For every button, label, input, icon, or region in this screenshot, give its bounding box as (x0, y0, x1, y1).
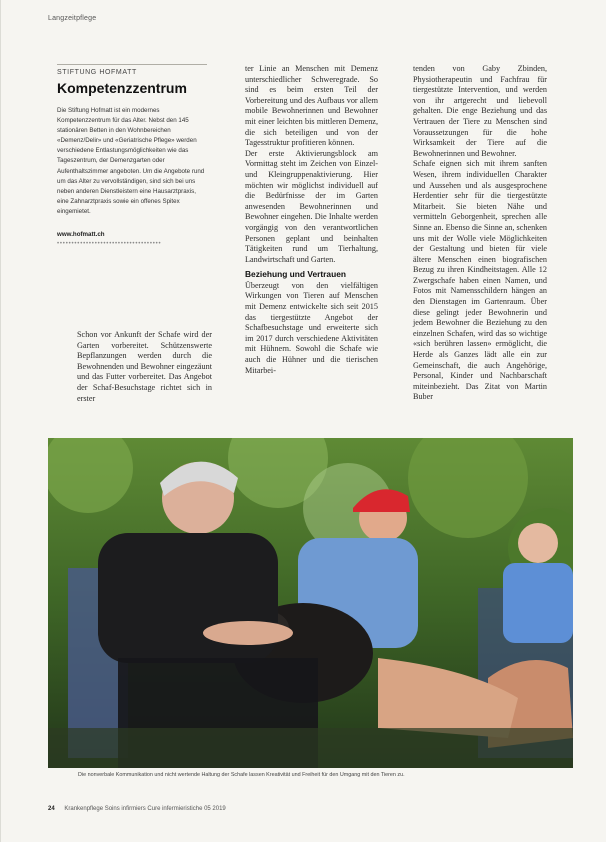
article-column-3 (413, 64, 547, 403)
page-footer (48, 806, 226, 812)
info-box-title: Kompetenzzentrum (57, 80, 187, 96)
page-number: 24 (48, 806, 55, 812)
info-box-body: Die Stiftung Hofmatt ist ein modernes Kompetenzzentrum für das Alter. Nebst den 145 stationären Betten in den Wohnbereichen «Demenz/Delir» und «Geriatrische Pflege» werden verschiedene Entlastungsmöglichkeiten wie das Tageszentrum, der Demenzgarten oder Aufenthaltszimmer angeboten. Um die Angebote rund um das Alter zu vervollständigen, sind sich bei uns neben anderen Dienstleistern eine Hausarztpraxis, eine Zahnarztpraxis sowie ein offenes Spitex eingemietet. (57, 107, 205, 215)
article-paragraph: Der erste Aktivierungsblock am Vormittag steht im Zeichen von Einzel- und Kleingruppenaktivierung. Hier möchten wir möglichst individuell auf die Bedürfnisse der im Garten anwesenden Bewohnerinnen und Bewohner eingehen. Die Inhalte werden vorgängig von den verantwortlichen Personen geplant und beinhalten Tätigkeiten rund um Tierhaltung, Landwirtschaft und Garten. (245, 148, 378, 264)
article-paragraph: Schafe eignen sich mit ihrem sanften Wesen, ihrem individuellen Charakter und Aussehen und als ausgesprochene Herdentier sehr für die tiergestützte Mitarbeit. Sie bieten Nähe und vermitteln Geborgenheit, sprechen alle Sinne an. Ebenso die Sinne an, schenken uns mit der Wolle viele Möglichkeiten der Gestaltung und bieten für viele ältere Menschen einen biografischen Bezug zu ihren Kindheitstagen. Alle 12 Zwergschafe haben einen Namen, und Fotos mit Namensschildern hängen an den Dienstagen im Gartenraum. Über diese gelingt jeder Bewohnerin und jedem Bewohner die Beziehung zu den einzelnen Schafen, wird das so wichtige «sich berühren lassen» ermöglicht, die Herde als Ganzes lädt alle ein zur Gemeinschaft, die auch Angehörige, Personal, Kinder und Nachbarschaft miteinbezieht. Das Zitat von Martin Buber (413, 159, 547, 402)
photo-caption: Die nonverbale Kommunikation und nicht wertende Haltung der Schafe lassen Kreativität und Freiheit für den Umgang mit den Tieren zu. (78, 772, 405, 778)
section-subhead: Beziehung und Vertrauen (245, 269, 346, 280)
article-column-2 (245, 64, 378, 376)
running-head: Langzeitpflege (48, 15, 97, 22)
article-paragraph: Schon vor Ankunft der Schafe wird der Garten vorbereitet. Schützenswerte Bepflanzungen werden durch die Bewohnenden und Bewohner eingezäunt und das Futter vorbereitet. Das Angebot der Schaf-Besuchstage richtet sich in erster (77, 330, 212, 403)
article-paragraph: ter Linie an Menschen mit Demenz unterschiedlicher Schweregrade. So sind es beim ersten Teil der Vorbereitung und des Aufbaus vor allem mobile Bewohnerinnen und Bewohner mit einer leichten bis mittleren Demenz, die sich beteiligen und von der Tagesstruktur profitieren können. (245, 64, 378, 148)
article-paragraph: Überzeugt von den vielfältigen Wirkungen von Tieren auf Menschen mit Demenz entwickelte sich seit 2015 das tiergestützte Angebot der Schafbesuchstage und erweiterte sich im 2017 durch verschiedene Aktivitäten mit Hühnern. Sowohl die Schafe wie auch die Hühner und die tierischen Mitarbei- (245, 280, 378, 375)
info-box-kicker: STIFTUNG HOFMATT (57, 69, 137, 76)
article-paragraph: tenden von Gaby Zbinden, Physiotherapeutin und Fachfrau für tiergestützte Intervention, und werden von ihr artgerecht und liebevoll gehalten. Die enge Beziehung und das Vertrauen der Tiere zu Menschen sind Voraussetzungen für die hohe Wirksamkeit der Tiere auf die Bewohnerinnen und Bewohner. (413, 64, 547, 158)
footer-publication: Krankenpflege Soins infirmiers Cure infermieristiche 05 2019 (64, 806, 226, 812)
dotted-divider: •••••••••••••••••••••••••••••••••••• (57, 241, 162, 248)
article-photo (48, 438, 573, 768)
article-column-1 (77, 330, 212, 404)
info-box (57, 64, 207, 247)
info-box-url[interactable]: www.hofmatt.ch (57, 231, 105, 239)
photo-illustration (48, 438, 573, 768)
